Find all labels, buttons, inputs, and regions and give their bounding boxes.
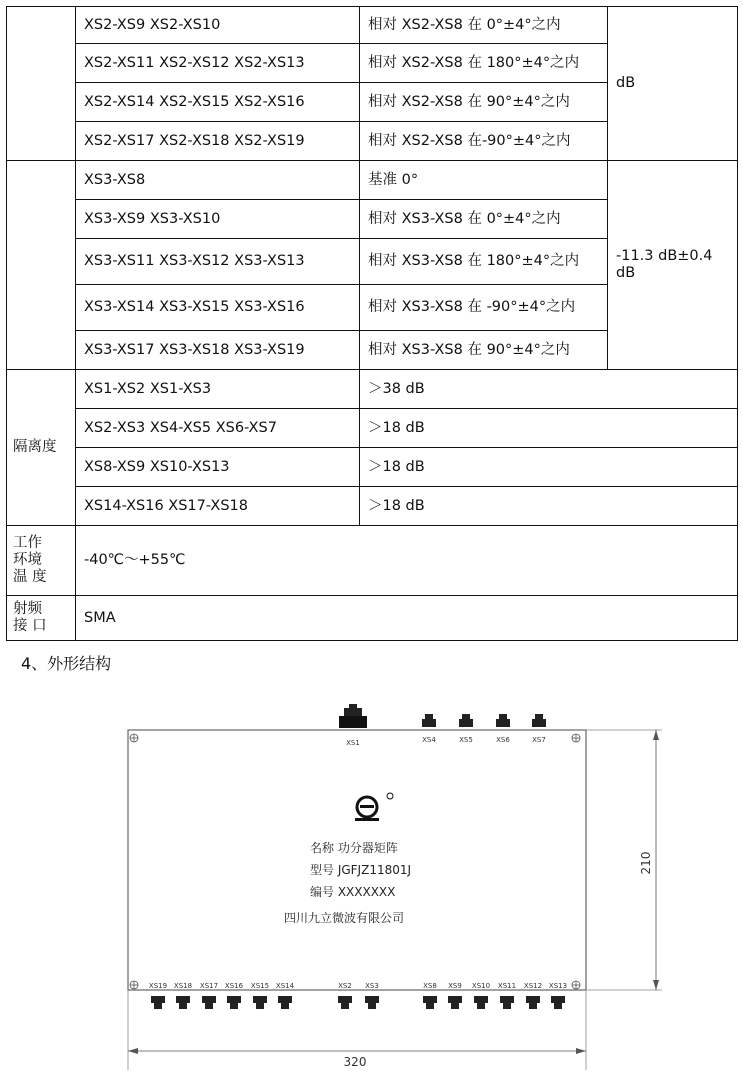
port-label: XS5 [459,736,473,744]
isolation-label: 隔离度 [7,370,76,526]
connector-icon [202,996,216,1009]
connector-icon [151,996,165,1009]
ports-cell: XS2-XS17 XS2-XS18 XS2-XS19 [76,122,360,161]
port-label: XS2 [338,982,352,990]
unit-cell: -11.3 dB±0.4 dB [608,161,738,370]
temperature-label-line: 工作 [13,535,42,551]
isolation-value: ＞18 dB [360,409,738,448]
connector-icon [532,714,546,727]
isolation-value: ＞18 dB [360,487,738,526]
temperature-label-line: 环境 [13,552,42,568]
nameplate-company: 四川九立微波有限公司 [284,911,405,925]
port-label: XS6 [496,736,510,744]
connector-icon [338,996,352,1009]
spec-table [6,6,738,641]
nameplate-model: 型号 JGFJZ11801J [310,863,412,877]
connector-icon [422,714,436,727]
temperature-value: -40℃～+55℃ [76,526,738,596]
port-label: XS3 [365,982,379,990]
ports-cell: XS2-XS11 XS2-XS12 XS2-XS13 [76,44,360,83]
phase-cell: 相对 XS2-XS8 在 90°±4°之内 [360,83,608,122]
connector-icon [448,996,462,1009]
connector-icon [365,996,379,1009]
outline-drawing [110,688,670,1073]
connector-icon [459,714,473,727]
enclosure-outline [128,730,586,990]
connector-icon [253,996,267,1009]
ports-cell: XS3-XS8 [76,161,360,200]
company-logo-icon [355,793,393,821]
port-label: XS4 [422,736,436,744]
blank-label-cell [7,161,76,370]
section-title: 4、外形结构 [21,654,112,673]
connector-icon [423,996,437,1009]
port-label: XS19 [148,982,168,990]
connector-icon [278,996,292,1009]
phase-cell: 相对 XS3-XS8 在 90°±4°之内 [360,331,608,370]
phase-cell: 相对 XS3-XS8 在 180°±4°之内 [360,239,608,285]
connector-icon [526,996,540,1009]
port-label: XS10 [471,982,491,990]
temperature-label-line: 温 度 [13,569,47,585]
port-label: XS8 [423,982,437,990]
ports-cell: XS2-XS3 XS4-XS5 XS6-XS7 [76,409,360,448]
ports-cell: XS3-XS14 XS3-XS15 XS3-XS16 [76,285,360,331]
connector-icon [227,996,241,1009]
ports-cell: XS3-XS9 XS3-XS10 [76,200,360,239]
ports-cell: XS2-XS9 XS2-XS10 [76,7,360,44]
height-dimension: 210 [639,851,653,875]
phase-cell: 相对 XS2-XS8 在-90°±4°之内 [360,122,608,161]
phase-cell: 相对 XS2-XS8 在 180°±4°之内 [360,44,608,83]
port-label: XS11 [497,982,517,990]
ports-cell: XS8-XS9 XS10-XS13 [76,448,360,487]
port-label: XS1 [346,739,360,747]
connector-icon [500,996,514,1009]
phase-cell: 相对 XS2-XS8 在 0°±4°之内 [360,7,608,44]
unit-cell: dB [608,7,738,161]
nameplate-serial: 编号 XXXXXXX [310,885,396,899]
port-label: XS14 [275,982,295,990]
port-label: XS9 [448,982,462,990]
port-label: XS13 [548,982,568,990]
ports-cell: XS3-XS17 XS3-XS18 XS3-XS19 [76,331,360,370]
temperature-label [7,526,76,596]
rf-interface-value: SMA [76,596,738,641]
port-label: XS18 [173,982,193,990]
connector-icon [344,708,362,716]
ports-cell: XS3-XS11 XS3-XS12 XS3-XS13 [76,239,360,285]
port-label: XS12 [523,982,543,990]
port-label: XS17 [199,982,219,990]
phase-cell: 相对 XS3-XS8 在 0°±4°之内 [360,200,608,239]
rf-interface-label [7,596,76,641]
connector-icon [176,996,190,1009]
port-label: XS16 [224,982,244,990]
ports-cell: XS1-XS2 XS1-XS3 [76,370,360,409]
port-label: XS15 [250,982,270,990]
blank-label-cell [7,7,76,161]
phase-cell: 相对 XS3-XS8 在 -90°±4°之内 [360,285,608,331]
phase-cell: 基准 0° [360,161,608,200]
rf-interface-label-line: 接 口 [13,618,47,634]
connector-icon [551,996,565,1009]
ports-cell: XS14-XS16 XS17-XS18 [76,487,360,526]
connector-icon [474,996,488,1009]
port-label: XS7 [532,736,546,744]
connector-icon [496,714,510,727]
rf-interface-label-line: 射频 [13,601,42,617]
nameplate-name: 名称 功分器矩阵 [310,841,398,855]
width-dimension: 320 [343,1055,367,1069]
isolation-value: ＞18 dB [360,448,738,487]
isolation-value: ＞38 dB [360,370,738,409]
ports-cell: XS2-XS14 XS2-XS15 XS2-XS16 [76,83,360,122]
